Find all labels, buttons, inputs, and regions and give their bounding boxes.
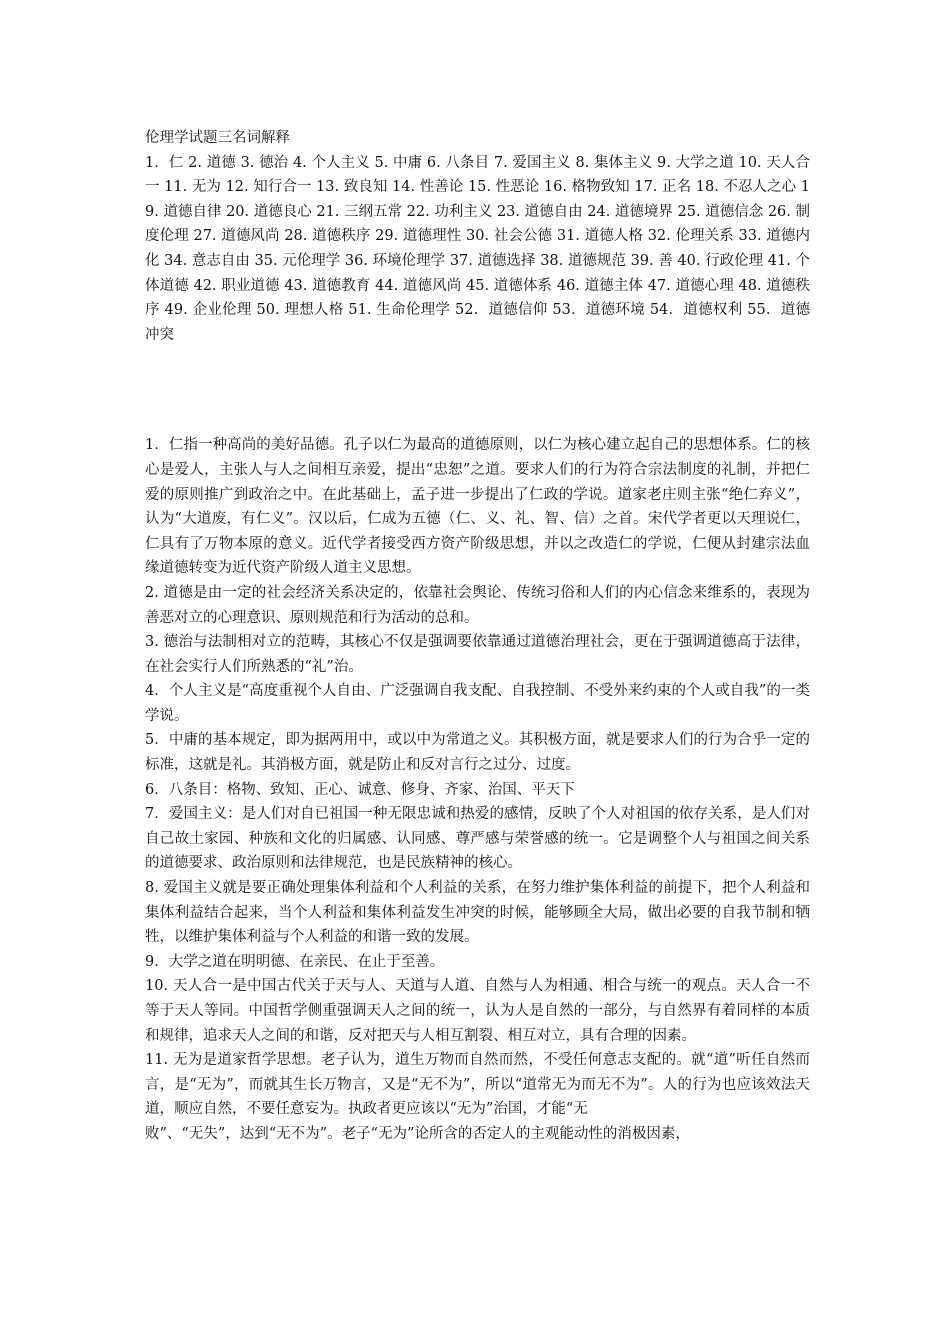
- entry-daxue: 9．大学之道在明明德、在亲民、在止于至善。: [145, 953, 445, 970]
- entry-daode: 2. 道德是由一定的社会经济关系决定的，依靠社会舆论、传统习俗和人们的内心信念来维系的，表现为善恶对立的心理意识、原则规范和行为活动的总和。: [145, 584, 810, 626]
- entry-ren: 1．仁指一种高尚的美好品德。孔子以仁为最高的道德原则，以仁为核心建立起自己的思想体系。仁的核心是爱人，主张人与人之间相互亲爱，提出“忠恕”之道。要求人们的行为符合宗法制度的礼制，并把仁爱的原则推广到政治之中。在此基础上，孟子进一步提出了仁政的学说。道家老庄则主张“绝仁弃义”，认为“大道废，有仁义”。汉以后，仁成为五德（仁、义、礼、智、信）之首。宋代学者更以天理说仁，仁具有了万物本原的意义。近代学者接受西方资产阶级思想，并以之改造仁的学说，仁便从封建宗法血缘道德转变为近代资产阶级人道主义思想。: [145, 437, 810, 577]
- entry-wuwei: 11. 无为是道家哲学思想。老子认为，道生万物而自然而然，不受任何意志支配的。就“道”听任自然而言，是“无为”，而就其生长万物言，又是“无不为”，所以“道常无为而无不为”。人的行为也应该效法天道，顺应自然，不要任意妄为。执政者更应该以“无为”治国，才能“无: [145, 1052, 810, 1118]
- document-body: [145, 126, 810, 1147]
- entry-patriotism: 7．爱国主义：是人们对自已祖国一种无限忠诚和热爱的感情，反映了个人对祖国的依存关系，是人们对自己故土家园、种族和文化的归属感、认同感、尊严感与荣誉感的统一。它是调整个人与祖国之间关系的道德要求、政治原则和法律规范，也是民族精神的核心。: [145, 806, 810, 872]
- entry-individualism: 4．个人主义是“高度重视个人自由、广泛强调自我支配、自我控制、不受外来约束的个人或自我”的一类学说。: [145, 683, 810, 724]
- terms-list: 1．仁 2. 道德 3. 德治 4. 个人主义 5. 中庸 6. 八条目 7. 爱国主义 8. 集体主义 9. 大学之道 10. 天人合一 11. 无为 12. 知行合一 13. 致良知 14. 性善论 15. 性恶论 16. 格物致知 17. 正名 18. 不忍人之心 19. 道德自律 20. 道德良心 21. 三纲五常 22. 功利主义 23. 道德自由 24. 道德境界 25. 道德信念 26. 制度伦理 27. 道德风尚 28. 道德秩序 29. 道德理性 30. 社会公德 31. 道德人格 32. 伦理关系 33. 道德内化 34. 意志自由 35. 元伦理学 36. 环境伦理学 37. 道德选择 38. 道德规范 39. 善 40. 行政伦理 41. 个体道德 42. 职业道德 43. 道德教育 44. 道德风尚 45. 道德体系 46. 道德主体 47. 道德心理 48. 道德秩序 49. 企业伦理 50. 理想人格 51. 生命伦理学 52．道德信仰 53．道德环境 54．道德权利 55．道德冲突: [145, 154, 810, 343]
- entry-dezhi: 3. 德治与法制相对立的范畴，其核心不仅是强调要依靠通过道德治理社会，更在于强调道德高于法律，在社会实行人们所熟悉的“礼”治。: [145, 634, 810, 675]
- entry-zhongyong: 5．中庸的基本规定，即为据两用中，或以中为常道之义。其积极方面，就是要求人们的行为合乎一定的标准，这就是礼。其消极方面，就是防止和反对言行之过分、过度。: [145, 732, 810, 774]
- entry-eight-items: 6．八条目：格物、致知、正心、诚意、修身、齐家、治国、平天下: [145, 781, 575, 798]
- document-title: 伦理学试题三名词解释: [145, 130, 290, 146]
- entry-tianren-heyi: 10. 天人合一是中国古代关于天与人、天道与人道、自然与人为相通、相合与统一的观点。天人合一不等于天人等同。中国哲学侧重强调天人之间的统一，认为人是自然的一部分，与自然界有着同样的本质和规律，追求天人之间的和谐，反对把天与人相互割裂、相互对立，具有合理的因素。: [145, 978, 810, 1044]
- section-gap: [145, 347, 810, 433]
- entry-collectivism: 8. 爱国主义就是要正确处理集体利益和个人利益的关系，在努力维护集体利益的前提下，把个人利益和集体利益结合起来，当个人利益和集体利益发生冲突的时候，能够顾全大局，做出必要的自我节制和牺牲，以维护集体利益与个人利益的和谐一致的发展。: [145, 880, 810, 946]
- entry-wuwei-continued: 败”、“无失”，达到“无不为”。老子“无为”论所含的否定人的主观能动性的消极因素，: [145, 1125, 690, 1142]
